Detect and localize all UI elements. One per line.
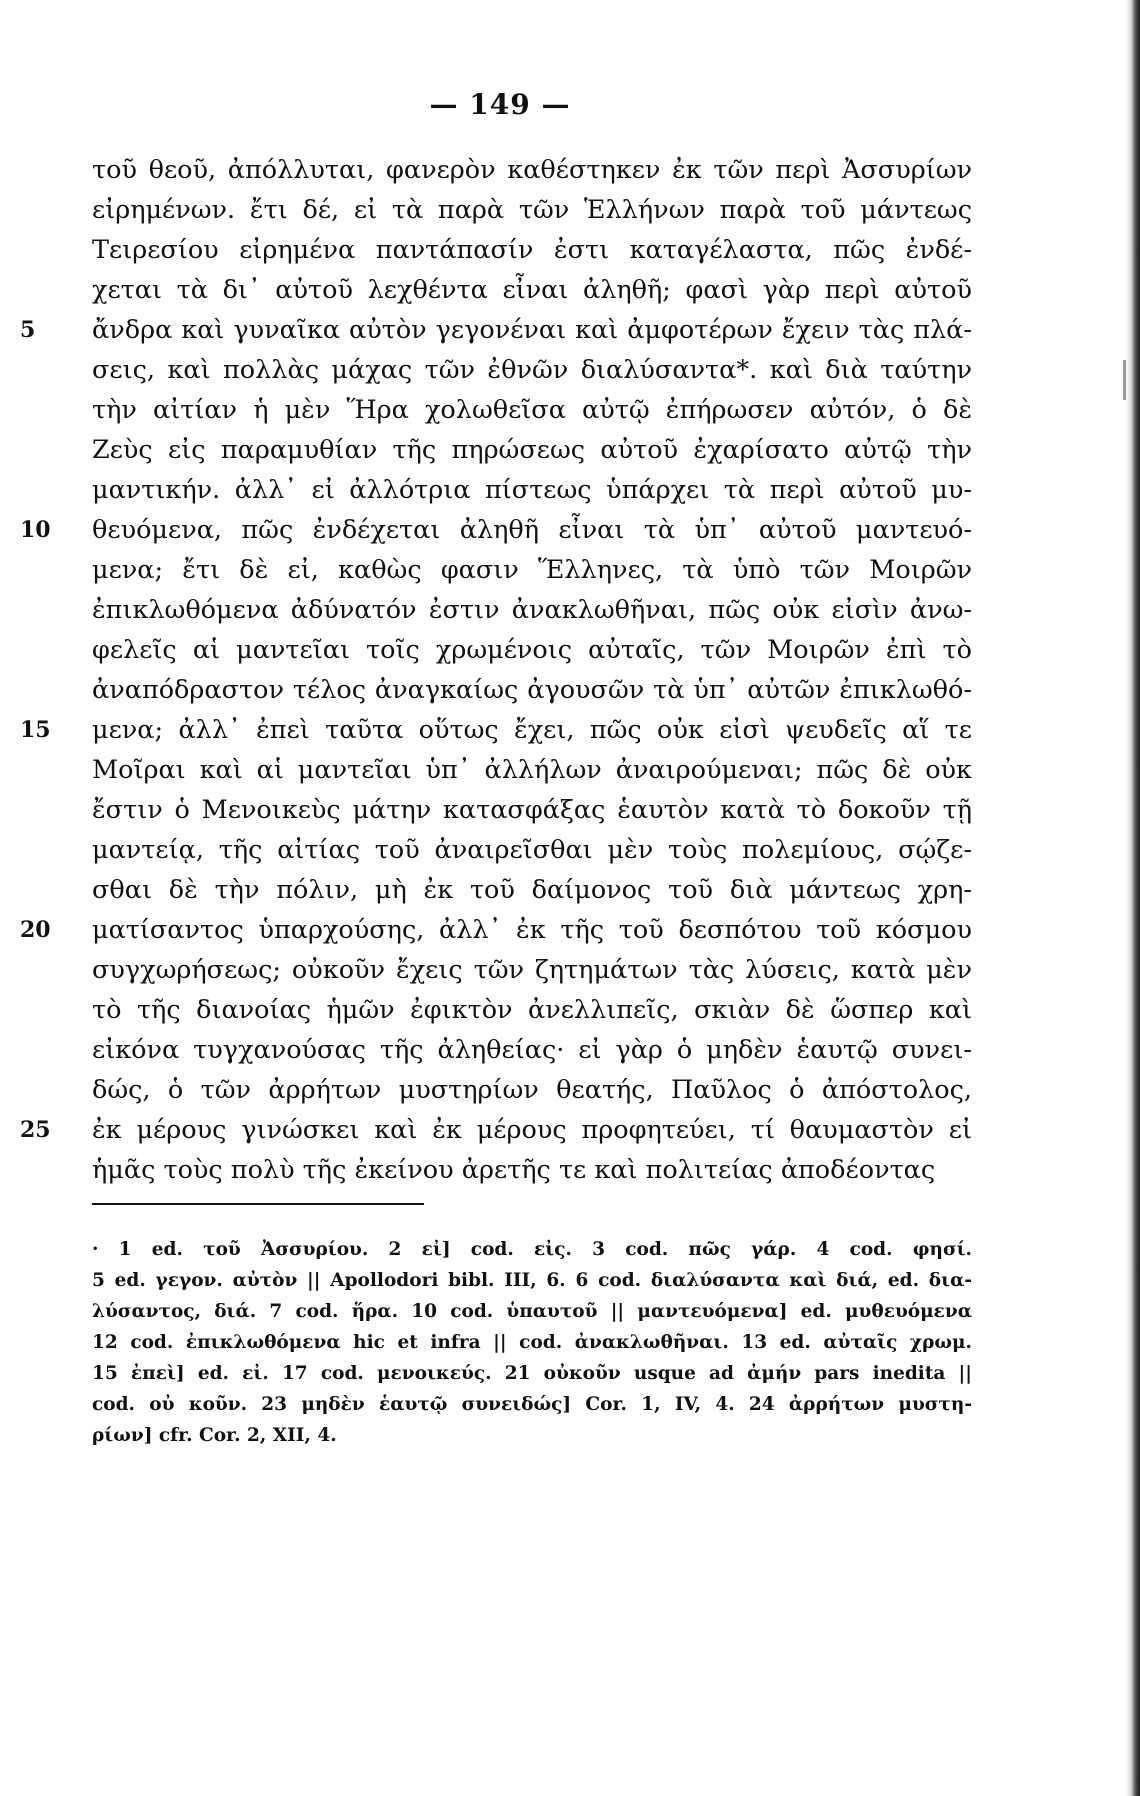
line-text: εἰρημένων. ἔτι δέ, εἰ τὰ παρὰ τῶν Ἑλλήνων παρὰ τοῦ μάντεως xyxy=(92,195,972,225)
line-text: μενα; ἀλλ᾽ ἐπεὶ ταῦτα οὕτως ἔχει, πῶς οὐκ εἰσὶ ψευδεῖς αἵ τε xyxy=(92,715,972,745)
line-text: Ζεὺς εἰς παραμυθίαν τῆς πηρώσεως αὐτοῦ ἐχαρίσατο αὐτῷ τὴν xyxy=(92,435,972,465)
text-line xyxy=(92,150,972,190)
text-line xyxy=(92,830,972,870)
line-text: εἰκόνα τυγχανούσας τῆς ἀληθείας· εἰ γὰρ ὁ μηδὲν ἑαυτῷ συνει- xyxy=(92,1035,972,1065)
line-text: τοῦ θεοῦ, ἀπόλλυται, φανερὸν καθέστηκεν ἐκ τῶν περὶ Ἀσσυρίων xyxy=(92,155,972,185)
text-line xyxy=(20,510,972,550)
text-line xyxy=(92,750,972,790)
text-line xyxy=(92,390,972,430)
line-text: μαντείᾳ, τῆς αἰτίας τοῦ ἀναιρεῖσθαι μὲν τοὺς πολεμίους, σῴζε- xyxy=(92,835,972,865)
text-line xyxy=(92,470,972,510)
text-line xyxy=(92,1030,972,1070)
text-line xyxy=(20,310,972,350)
line-text: φελεῖς αἱ μαντεῖαι τοῖς χρωμένοις αὐταῖς, τῶν Μοιρῶν ἐπὶ τὸ xyxy=(92,635,972,665)
line-number: 10 xyxy=(20,517,51,543)
text-line xyxy=(92,430,972,470)
line-number: 20 xyxy=(20,917,51,943)
text-line xyxy=(92,630,972,670)
line-text: δώς, ὁ τῶν ἀρρήτων μυστηρίων θεατής, Παῦλος ὁ ἀπόστολος, xyxy=(92,1075,972,1105)
text-line xyxy=(92,870,972,910)
line-text: συγχωρήσεως; οὐκοῦν ἔχεις τῶν ζητημάτων τὰς λύσεις, κατὰ μὲν xyxy=(92,955,972,985)
text-line xyxy=(20,1110,972,1150)
footnote-line: ρίων] cfr. Cor. 2, XII, 4. xyxy=(92,1425,337,1446)
footnote-line: 12 cod. ἐπικλωθόμενα hic et infra || cod. ἀνακλωθῆναι. 13 ed. αὐταῖς χρωμ. xyxy=(92,1332,972,1353)
text-line xyxy=(92,790,972,830)
footnote-line: λύσαντος, διά. 7 cod. ἥρα. 10 cod. ὑπαυτοῦ || μαντευόμενα] ed. μυθευόμενα xyxy=(92,1301,972,1322)
line-text: ἐκ μέρους γινώσκει καὶ ἐκ μέρους προφητεύει, τί θαυμαστὸν εἰ xyxy=(92,1115,972,1145)
line-text: Μοῖραι καὶ αἱ μαντεῖαι ὑπ᾽ ἀλλήλων ἀναιρούμεναι; πῶς δὲ οὐκ xyxy=(92,755,972,785)
line-text: τὸ τῆς διανοίας ἡμῶν ἐφικτὸν ἀνελλιπεῖς, σκιὰν δὲ ὥσπερ καὶ xyxy=(92,995,972,1025)
text-line xyxy=(92,350,972,390)
text-line xyxy=(92,590,972,630)
line-text: ματίσαντος ὑπαρχούσης, ἀλλ᾽ ἐκ τῆς τοῦ δεσπότου τοῦ κόσμου xyxy=(92,915,972,945)
footnotes xyxy=(92,1234,972,1451)
line-text: ἐπικλωθόμενα ἀδύνατόν ἐστιν ἀνακλωθῆναι, πῶς οὐκ εἰσὶν ἀνω- xyxy=(92,595,972,625)
line-text: μαντικήν. ἀλλ᾽ εἰ ἀλλότρια πίστεως ὑπάρχει τὰ περὶ αὐτοῦ μυ- xyxy=(92,475,972,505)
text-line xyxy=(92,670,972,710)
line-text: ἔστιν ὁ Μενοικεὺς μάτην κατασφάξας ἑαυτὸν κατὰ τὸ δοκοῦν τῇ xyxy=(92,795,972,825)
footnote-divider xyxy=(92,1203,424,1205)
main-text xyxy=(20,150,972,1190)
text-line xyxy=(92,950,972,990)
line-number: 25 xyxy=(20,1117,51,1143)
text-line xyxy=(92,270,972,310)
text-line xyxy=(92,230,972,270)
line-text: σθαι δὲ τὴν πόλιν, μὴ ἐκ τοῦ δαίμονος τοῦ διὰ μάντεως χρη- xyxy=(92,875,972,905)
line-number: 5 xyxy=(20,317,36,343)
page-number: — 149 — xyxy=(429,88,571,121)
line-text: χεται τὰ δι᾽ αὐτοῦ λεχθέντα εἶναι ἀληθῆ; φασὶ γὰρ περὶ αὐτοῦ xyxy=(92,275,972,305)
line-text: τὴν αἰτίαν ἡ μὲν Ἥρα χολωθεῖσα αὐτῷ ἐπήρωσεν αὐτόν, ὁ δὲ xyxy=(92,395,972,425)
line-text: μενα; ἔτι δὲ εἰ, καθὼς φασιν Ἕλληνες, τὰ ὑπὸ τῶν Μοιρῶν xyxy=(92,555,972,585)
text-line xyxy=(92,190,972,230)
line-text: σεις, καὶ πολλὰς μάχας τῶν ἐθνῶν διαλύσαντα*. καὶ διὰ ταύτην xyxy=(92,355,972,385)
text-line xyxy=(92,990,972,1030)
line-text: Τειρεσίου εἰρημένα παντάπασίν ἐστι καταγέλαστα, πῶς ἐνδέ- xyxy=(92,235,972,265)
text-line xyxy=(92,550,972,590)
text-line xyxy=(20,910,972,950)
text-line xyxy=(92,1070,972,1110)
page-binding-edge xyxy=(1126,0,1140,1796)
line-text: θευόμενα, πῶς ἐνδέχεται ἀληθῆ εἶναι τὰ ὑπ᾽ αὐτοῦ μαντευό- xyxy=(92,515,972,545)
footnote-line: · 1 ed. τοῦ Ἀσσυρίου. 2 εἰ] cod. εἰς. 3 cod. πῶς γάρ. 4 cod. φησί. xyxy=(92,1239,972,1260)
line-number: 15 xyxy=(20,717,51,743)
line-text: ἡμᾶς τοὺς πολὺ τῆς ἐκείνου ἀρετῆς τε καὶ πολιτείας ἀποδέοντας xyxy=(92,1155,936,1185)
line-text: ἄνδρα καὶ γυναῖκα αὐτὸν γεγονέναι καὶ ἀμφοτέρων ἔχειν τὰς πλά- xyxy=(92,315,972,345)
footnote-line: 5 ed. γεγον. αὐτὸν || Apollodori bibl. III, 6. 6 cod. διαλύσαντα καὶ διά, ed. δια- xyxy=(92,1270,973,1291)
text-line xyxy=(92,1150,972,1190)
text-line xyxy=(20,710,972,750)
line-text: ἀναπόδραστον τέλος ἀναγκαίως ἀγουσῶν τὰ ὑπ᾽ αὐτῶν ἐπικλωθό- xyxy=(92,675,972,705)
footnote-line: 15 ἐπεὶ] ed. εἰ. 17 cod. μενοικεύς. 21 οὐκοῦν usque ad ἀμήν pars inedita || xyxy=(92,1363,972,1384)
footnote-line: cod. οὐ κοῦν. 23 μηδὲν ἑαυτῷ συνειδώς] Cor. 1, IV, 4. 24 ἀρρήτων μυστη- xyxy=(92,1394,972,1415)
